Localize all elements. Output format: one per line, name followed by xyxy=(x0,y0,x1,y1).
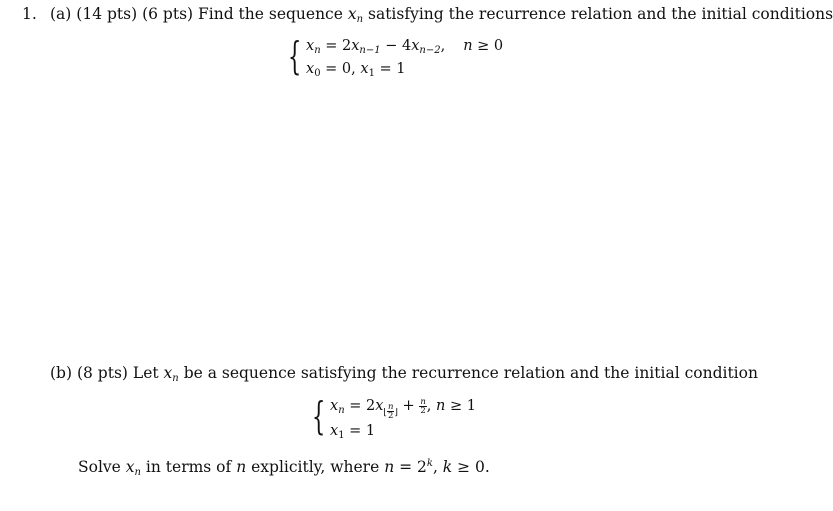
part-a-system xyxy=(288,34,504,83)
part-b-text-before: Let xyxy=(132,364,159,382)
part-b-system xyxy=(312,394,476,445)
part-b-initial-condition: $x_1 = 1$ xyxy=(330,423,376,441)
part-a-recurrence: $x_n = 2x_{n-1} - 4x_{n-2}$, n ≥ 0 xyxy=(306,38,504,56)
part-a-text-before: Find the sequence xyxy=(198,5,343,23)
part-b-recurrence: $x_n = 2x_{⌊ \frac{n}{2} ⌋}$ + $\frac{n}{2}$ , n ≥ 1 xyxy=(330,397,476,421)
part-a-points-2: (6 pts) xyxy=(142,5,194,23)
solve-var: $x_n$ xyxy=(125,458,141,478)
part-b-solve-instruction: Solve $x_n$ in terms of n explicitly, where $n = 2^k$, k ≥ 0. xyxy=(78,458,490,478)
part-a-text-after: satisfying the recurrence relation and the initial conditions xyxy=(368,5,833,23)
part-a-prompt xyxy=(50,5,833,29)
part-b-text-after: be a sequence satisfying the recurrence relation and the initial condition xyxy=(183,364,758,382)
left-brace: { xyxy=(288,34,302,78)
part-a-var: $x_n$ xyxy=(347,5,364,25)
part-b-var: $x_n$ xyxy=(163,364,179,384)
solve-condition: $n = 2^k$, k ≥ 0. xyxy=(384,458,490,476)
part-b-prompt xyxy=(50,364,758,388)
part-a-label: (a) xyxy=(50,5,72,23)
part-a-initial-conditions: $x_0 = 0$, $x_1 = 1$ xyxy=(306,61,406,79)
part-b-points: (8 pts) xyxy=(76,364,128,382)
part-b-label: (b) xyxy=(50,364,73,382)
question-number: 1. xyxy=(22,5,37,23)
part-a-points-1: (14 pts) xyxy=(76,5,138,23)
left-brace: { xyxy=(312,394,326,438)
